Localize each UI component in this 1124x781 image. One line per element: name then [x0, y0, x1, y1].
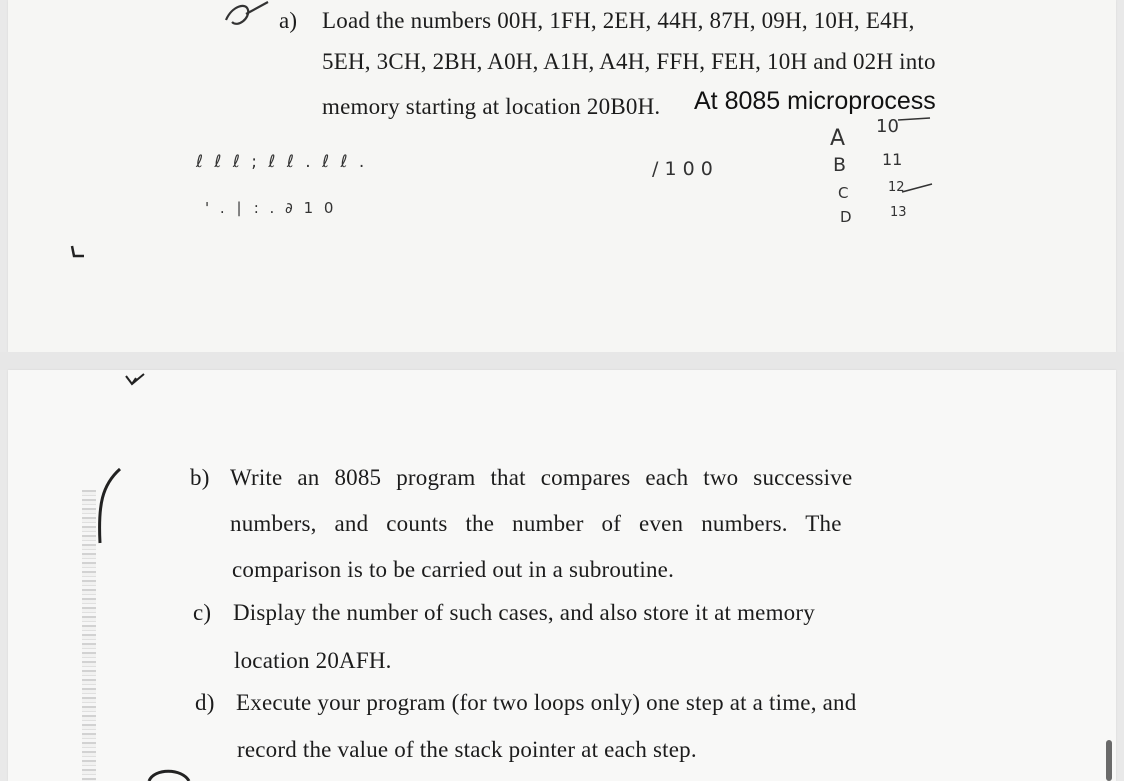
margin-curve-mark-icon [92, 465, 132, 545]
part-d-line-1: Execute your program (for two loops only) one step at a time, and [236, 690, 857, 715]
register-letter: B [833, 154, 847, 176]
part-b-line-3: comparison is to be carried out in a subroutine. [232, 557, 675, 582]
register-value: 10 [876, 116, 899, 137]
underline-stroke-icon [900, 182, 934, 194]
corner-mark-icon [70, 244, 86, 258]
part-a-label: a) [279, 8, 298, 33]
checkmark-scribble-icon [222, 0, 272, 34]
circle-mark-icon [146, 766, 192, 781]
register-letter: A [830, 126, 846, 151]
part-d-line-2: record the value of the stack pointer at each step. [237, 737, 697, 762]
part-c-label: c) [193, 600, 212, 625]
register-value: 11 [882, 150, 903, 169]
typed-annotation: At 8085 microprocess [694, 87, 936, 115]
corner-mark-icon [124, 372, 146, 388]
part-c-line-1: Display the number of such cases, and also store it at memory [233, 600, 815, 625]
part-a-line-2: 5EH, 3CH, 2BH, A0H, A1H, A4H, FFH, FEH, 10H and 02H into [322, 49, 936, 74]
part-b-line-1: Write an 8085 program that compares each two successive [230, 465, 853, 490]
part-a-line-1: Load the numbers 00H, 1FH, 2EH, 44H, 87H, 09H, 10H, E4H, [322, 8, 915, 33]
register-letter: D [840, 208, 852, 226]
register-letter: C [838, 184, 849, 202]
part-c-line-2: location 20AFH. [234, 648, 392, 673]
handwritten-notes-row-2: ' . ∣ : . ∂ 1 0 [205, 199, 337, 217]
register-value: 13 [890, 205, 907, 220]
handwritten-address: / 1 0 0 [652, 158, 713, 180]
scan-margin-texture [82, 490, 96, 781]
part-a-line-3: memory starting at location 20B0H. [322, 94, 661, 119]
part-b-line-2: numbers, and counts the number of even numbers. The [230, 511, 842, 536]
handwritten-notes-row-1: ℓ ℓ ℓ ; ℓ ℓ . ℓ ℓ . [196, 152, 368, 172]
vertical-scrollbar[interactable] [1106, 740, 1112, 781]
register-value: 12 [888, 180, 905, 195]
part-b-label: b) [190, 465, 210, 490]
page-separator [0, 352, 1124, 370]
part-d-label: d) [195, 690, 215, 715]
